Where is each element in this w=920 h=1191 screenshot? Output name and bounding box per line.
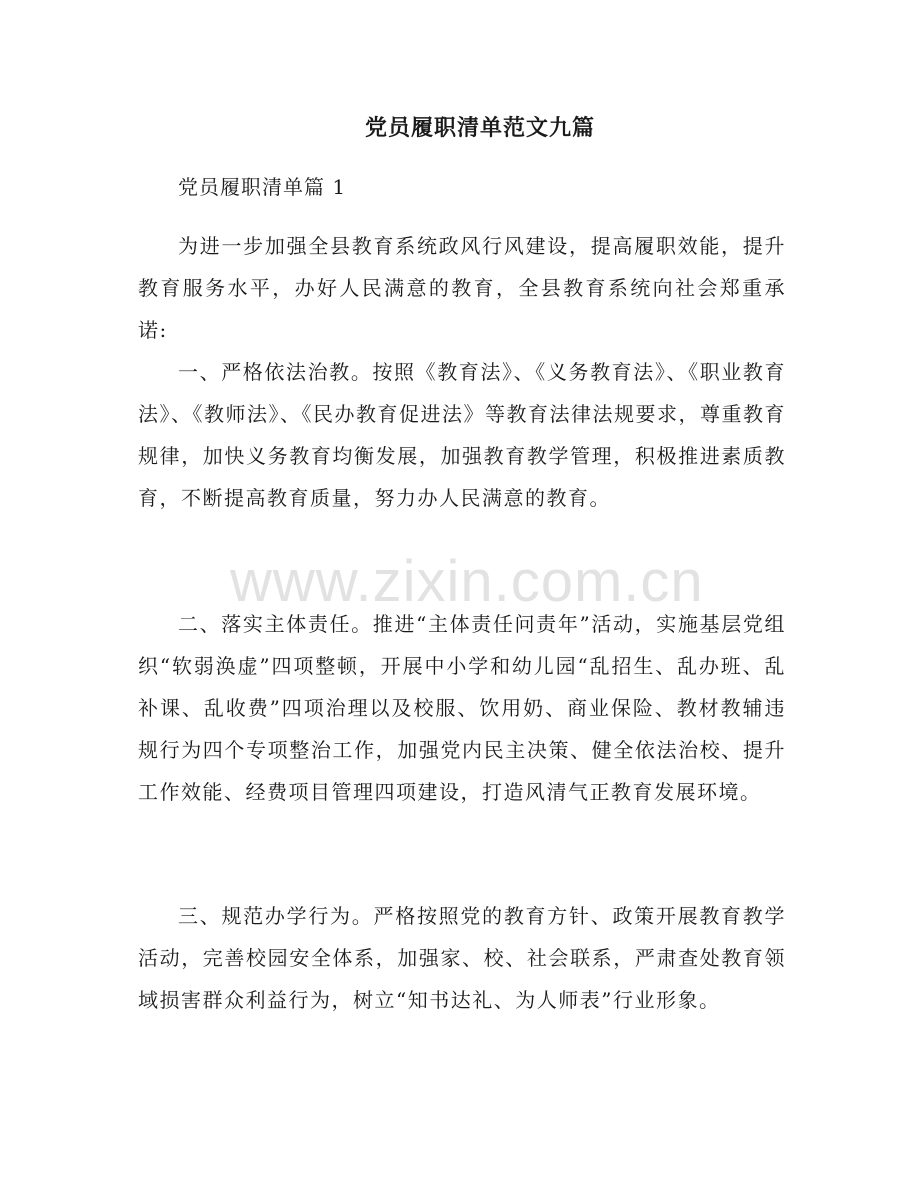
document-title: 党员履职清单范文九篇 [364,115,595,141]
paragraph-item-3: 三、规范办学行为。严格按照党的教育方针、政策开展教育教学活动，完善校园安全体系，加强家、校、社会联系，严肃查处教育领域损害群众利益行为，树立“知书达礼、为人师表”行业形象。 [138,904,786,1012]
watermark: www.zixin.com.cn [230,549,704,614]
paragraph-item-2: 二、落实主体责任。推进“主体责任问责年”活动，实施基层党组织“软弱涣虚”四项整顿，开展中小学和幼儿园“乱招生、乱办班、乱补课、乱收费”四项治理以及校服、饮用奶、商业保险、教材教辅违规行为四个专项整治工作，加强党内民主决策、健全依法治校、提升工作效能、经费项目管理四项建设，打造风清气正教育发展环境。 [138,612,786,804]
paragraph-intro: 为进一步加强全县教育系统政风行风建设，提高履职效能，提升教育服务水平，办好人民满意的教育，全县教育系统向社会郑重承诺: [138,234,786,342]
section-heading: 党员履职清单篇 1 [178,175,347,199]
paragraph-item-1: 一、严格依法治教。按照《教育法》、《义务教育法》、《职业教育法》、《教师法》、《民办教育促进法》等教育法律法规要求，尊重教育规律，加快义务教育均衡发展，加强教育教学管理，积极推进素质教育，不断提高教育质量，努力办人民满意的教育。 [138,360,786,510]
